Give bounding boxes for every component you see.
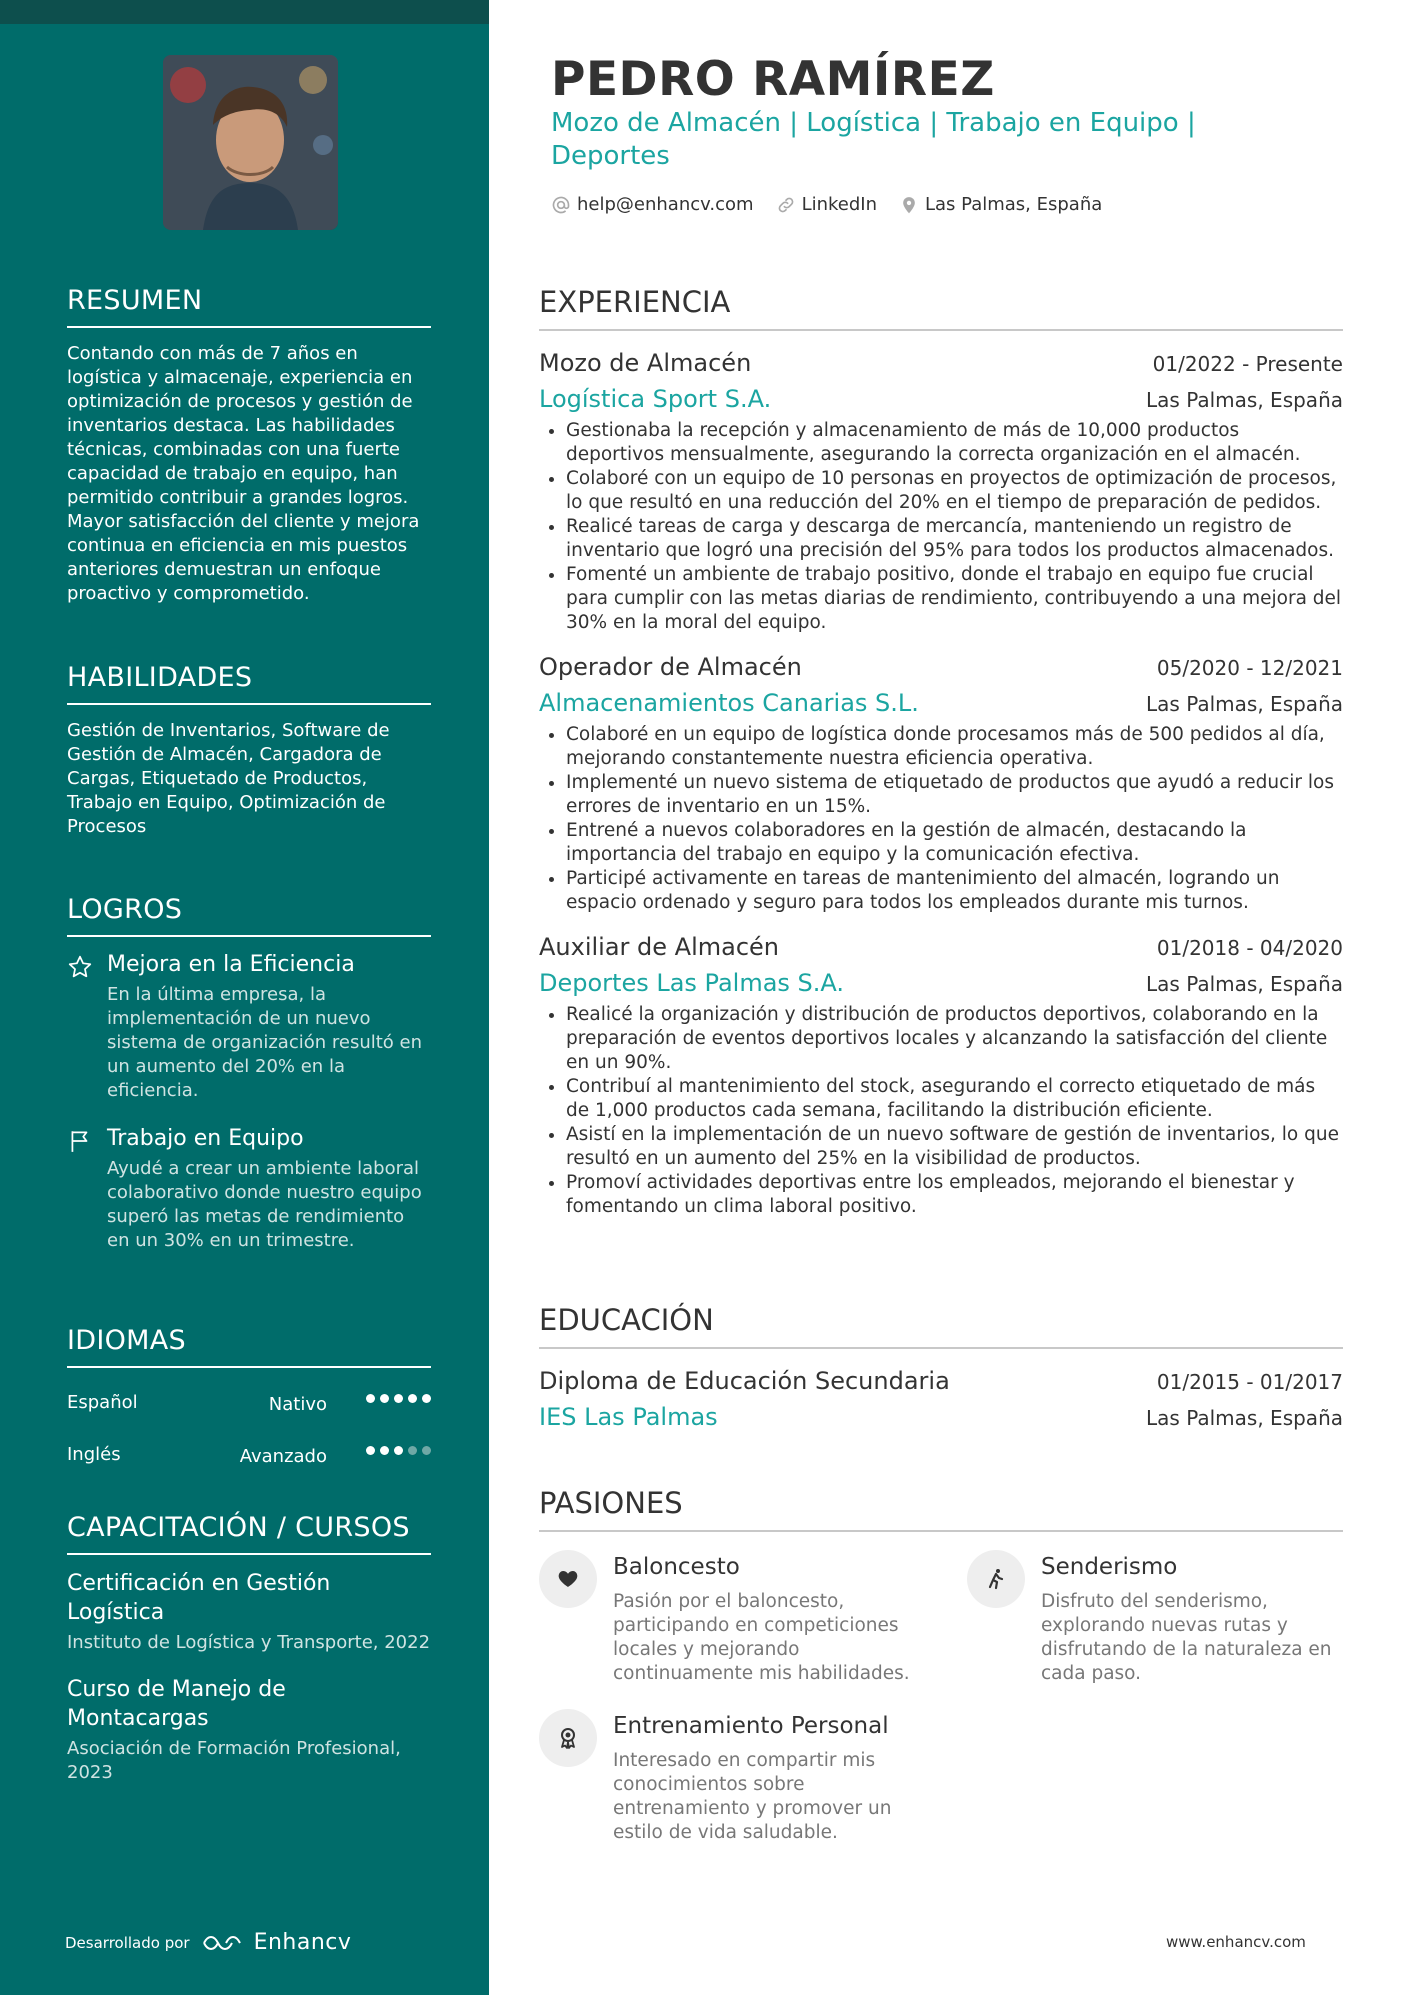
job-bullet: • Implementé un nuevo sistema de etiquetado de productos que ayudó a reducir los errores de inventario en un 15%. (566, 771, 1343, 819)
job-bullet: • Colaboré en un equipo de logística donde procesamos más de 500 pedidos al día, mejorando constantemente nuestra eficiencia operativa. (566, 723, 1343, 771)
rating-dot (408, 1446, 417, 1455)
powered-by-label: Desarrollado por (65, 1933, 190, 1952)
languages-heading: IDIOMAS (67, 1325, 431, 1368)
award-icon (556, 1726, 580, 1750)
language-row (67, 1434, 431, 1486)
skills-heading: HABILIDADES (67, 662, 431, 705)
course-item (67, 1569, 431, 1655)
job-bullet: • Promoví actividades deportivas entre los empleados, mejorando el bienestar y fomentando un clima laboral positivo. (566, 1171, 1343, 1219)
job-bullet: • Realicé tareas de carga y descarga de mercancía, manteniendo un registro de inventario que logró una precisión del 95% para todos los productos almacenados. (566, 515, 1343, 563)
hiking-icon (984, 1567, 1008, 1591)
summary-heading: RESUMEN (67, 285, 431, 328)
passions-section (539, 1486, 1343, 1870)
passion-title: Baloncesto (613, 1554, 740, 1580)
achievement-desc: En la última empresa, la implementación de un nuevo sistema de organización resultó en un aumento del 20% en la eficiencia. (107, 984, 423, 1101)
job-bullet: • Entrené a nuevos colaboradores en la gestión de almacén, destacando la importancia del trabajo en equipo y la comunicación efectiva. (566, 819, 1343, 867)
job-bullet: • Contribuí al mantenimiento del stock, asegurando el correcto etiquetado de más de 1,000 productos cada semana, facilitando la distribución eficiente. (566, 1075, 1343, 1123)
course-desc: Instituto de Logística y Transporte, 2022 (67, 1632, 431, 1653)
job-bullet: • Realicé la organización y distribución de productos deportivos, colaborando en la preparación de eventos deportivos locales y alcanzando la satisfacción del cliente en un 90%. (566, 1003, 1343, 1075)
job-bullet: • Asistí en la implementación de un nuevo software de gestión de inventarios, lo que resultó en un aumento del 25% en la visibilidad de productos. (566, 1123, 1343, 1171)
experience-heading: EXPERIENCIA (539, 285, 1343, 331)
rating-dot (380, 1394, 389, 1403)
passion-desc: Interesado en compartir mis conocimientos sobre entrenamiento y promover un estilo de vida saludable. (613, 1750, 892, 1843)
at-icon (551, 195, 571, 215)
rating-dot (394, 1446, 403, 1455)
rating-dot (422, 1446, 431, 1455)
passion-desc: Pasión por el baloncesto, participando en competiciones locales y mejorando continuamente mis habilidades. (613, 1591, 910, 1684)
achievement-title: Trabajo en Equipo (107, 1126, 304, 1151)
heart-icon (556, 1567, 580, 1591)
rating-dot (394, 1394, 403, 1403)
location-text: Las Palmas, España (925, 194, 1103, 215)
job-bullet: • Colaboré con un equipo de 10 personas en proyectos de optimización de procesos, lo que resultó en una reducción del 20% en el tiempo de preparación de pedidos. (566, 467, 1343, 515)
achievement-title: Mejora en la Eficiencia (107, 952, 355, 977)
sidebar (0, 0, 489, 1995)
job-bullets (539, 419, 1343, 635)
courses-heading: CAPACITACIÓN / CURSOS (67, 1512, 431, 1555)
course-desc: Asociación de Formación Profesional, 2023 (67, 1738, 401, 1783)
passion-icon-circle (539, 1709, 597, 1767)
candidate-tagline: Mozo de Almacén | Logística | Trabajo en Equipo | Deportes (551, 108, 1196, 171)
job-location: Las Palmas, España (1146, 692, 1343, 716)
skills-text: Gestión de Inventarios, Software de Gestión de Almacén, Cargadora de Cargas, Etiquetado de Productos, Trabajo en Equipo, Optimización de Procesos (67, 720, 390, 837)
star-icon (67, 954, 93, 980)
education-degree: Diploma de Educación Secundaria (539, 1367, 950, 1395)
job-entry (539, 933, 1343, 1219)
job-location: Las Palmas, España (1146, 972, 1343, 996)
language-row (67, 1382, 431, 1434)
achievement-item (67, 951, 431, 1103)
passion-icon-circle (539, 1550, 597, 1608)
job-bullet: • Gestionaba la recepción y almacenamiento de más de 10,000 productos deportivos mensualmente, asegurando la correcta organización en el almacén. (566, 419, 1343, 467)
course-title: Certificación en Gestión Logística (67, 1571, 331, 1625)
passion-desc: Disfruto del senderismo, explorando nuevas rutas y disfrutando de la naturaleza en cada paso. (1041, 1591, 1332, 1684)
contact-location (899, 194, 1102, 215)
job-company: Almacenamientos Canarias S.L. (539, 689, 919, 717)
flag-icon (67, 1128, 93, 1154)
job-dates: 05/2020 - 12/2021 (1156, 656, 1343, 680)
sidebar-top-strip (0, 0, 489, 24)
link-icon (776, 195, 796, 215)
rating-dot (422, 1394, 431, 1403)
contact-bar (551, 194, 1102, 215)
passion-title: Entrenamiento Personal (613, 1713, 889, 1739)
email-text: help@enhancv.com (577, 194, 754, 215)
passions-heading: PASIONES (539, 1486, 1343, 1532)
language-name: Inglés (67, 1444, 121, 1465)
job-bullets (539, 1003, 1343, 1219)
achievements-section (67, 894, 431, 1275)
courses-section (67, 1512, 431, 1805)
achievements-heading: LOGROS (67, 894, 431, 937)
education-school: IES Las Palmas (539, 1403, 718, 1431)
rating-dot (380, 1446, 389, 1455)
education-location: Las Palmas, España (1146, 1406, 1343, 1430)
passion-icon-circle (967, 1550, 1025, 1608)
job-title: Auxiliar de Almacén (539, 933, 780, 961)
passion-title: Senderismo (1041, 1554, 1178, 1580)
linkedin-text: LinkedIn (801, 194, 877, 215)
achievement-item (67, 1125, 431, 1253)
job-location: Las Palmas, España (1146, 388, 1343, 412)
language-level: Avanzado (239, 1446, 327, 1467)
job-dates: 01/2022 - Presente (1152, 352, 1343, 376)
education-heading: EDUCACIÓN (539, 1303, 1343, 1349)
education-section (539, 1303, 1343, 1431)
job-entry (539, 349, 1343, 635)
summary-section (67, 285, 431, 606)
location-pin-icon (899, 195, 919, 215)
job-bullet: • Fomenté un ambiente de trabajo positivo, donde el trabajo en equipo fue crucial para cumplir con las metas diarias de rendimiento, contribuyendo a una mejora del 30% en la moral del equipo. (566, 563, 1343, 635)
job-entry (539, 653, 1343, 915)
summary-text: Contando con más de 7 años en logística y almacenaje, experiencia en optimización de procesos y gestión de inventarios destaca. Las habilidades técnicas, combinadas con una fuerte capacidad de trabajo en equipo, han permitido contribuir a grandes logros. Mayor satisfacción del cliente y mejora continua en eficiencia en mis puestos anteriores demuestran un enfoque proactivo y comprometido. (67, 343, 420, 604)
language-level: Nativo (268, 1394, 327, 1415)
course-title: Curso de Manejo de Montacargas (67, 1677, 286, 1731)
job-bullet: • Participé activamente en tareas de mantenimiento del almacén, logrando un espacio ordenado y seguro para todos los empleados durante mis turnos. (566, 867, 1343, 915)
job-bullets (539, 723, 1343, 915)
skills-section (67, 662, 431, 839)
language-rating (366, 1394, 431, 1403)
powered-by (65, 1930, 351, 1955)
profile-photo (163, 55, 338, 230)
contact-email[interactable] (551, 194, 754, 215)
language-name: Español (67, 1392, 138, 1413)
language-rating (366, 1446, 431, 1455)
experience-section (539, 285, 1343, 1237)
job-title: Operador de Almacén (539, 653, 802, 681)
contact-linkedin[interactable] (776, 194, 877, 215)
education-dates: 01/2015 - 01/2017 (1156, 1370, 1343, 1394)
course-item (67, 1675, 431, 1785)
footer-url[interactable]: www.enhancv.com (1166, 1933, 1306, 1951)
job-dates: 01/2018 - 04/2020 (1156, 936, 1343, 960)
rating-dot (408, 1394, 417, 1403)
job-title: Mozo de Almacén (539, 349, 752, 377)
job-company: Deportes Las Palmas S.A. (539, 969, 845, 997)
job-company: Logística Sport S.A. (539, 385, 772, 413)
achievement-desc: Ayudé a crear un ambiente laboral colaborativo donde nuestro equipo superó las metas de rendimiento en un 30% en un trimestre. (107, 1158, 422, 1251)
enhancv-brand: Enhancv (253, 1930, 352, 1955)
rating-dot (366, 1446, 375, 1455)
languages-section (67, 1325, 431, 1486)
candidate-name: PEDRO RAMÍREZ (551, 52, 995, 107)
rating-dot (366, 1394, 375, 1403)
enhancv-logo-icon (200, 1932, 244, 1954)
